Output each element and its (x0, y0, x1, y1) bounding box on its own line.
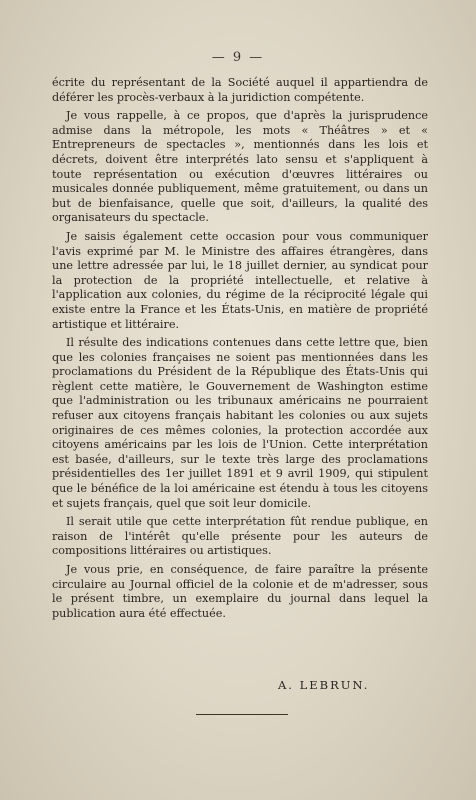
paragraph-minister-opinion: Je saisis également cette occasion pour vous communiquer l'avis exprimé par M. le Ministre des affaires étrangères, dans une lettre adressée par lui, le 18 juillet dernier, au syndicat pour la protection de la propriété intellectuelle, et relative à l'application aux colonies, du régime de la réciprocité légale qui existe entre la France et les États-Unis, en matière de propriété artistique et littéraire. (52, 229, 428, 331)
paragraph-us-protection: Il résulte des indications contenues dans cette lettre que, bien que les colonies françaises ne soient pas mentionnées dans les proclamations du Président de la République des États-Unis qui règlent cette matière, le Gouvernement de Washington estime que l'administration ou les tribunaux américains ne pourraient refuser aux citoyens français habitant les colonies ou aux sujets originaires de ces mêmes colonies, la protection accordée aux citoyens américains par les lois de l'Union. Cette interprétation est basée, d'ailleurs, sur le texte très large des proclamations présidentielles des 1er juillet 1891 et 9 avril 1909, qui stipulent que le bénéfice de la loi américaine est étendu à tous les citoyens et sujets français, quel que soit leur domicile. (52, 336, 428, 510)
closing-rule (196, 714, 288, 715)
page-number: — 9 — (211, 50, 265, 65)
paragraph-jurisprudence: Je vous rappelle, à ce propos, que d'après la jurisprudence admise dans la métropole, les mots « Théâtres » et « Entrepreneurs de spectacles », mentionnés dans les lois et décrets, doivent être interprétés lato sensu et s'appliquent à toute représentation ou exécution d'œuvres littéraires ou musicales donnée publiquement, même gratuitement, ou dans un but de bienfaisance, quelle que soit, d'ailleurs, la qualité des organisateurs du spectacle. (52, 109, 428, 225)
paragraph-request: Je vous prie, en conséquence, de faire paraître la présente circulaire au Journal officiel de la colonie et de m'adresser, sous le présent timbre, un exemplaire du journal dans lequel la publication aura été effectuée. (52, 563, 428, 620)
signature: A. LEBRUN. (278, 678, 370, 692)
circular-body (52, 76, 428, 625)
paragraph-publicity: Il serait utile que cette interprétation fût rendue publique, en raison de l'intérêt qu'elle présente pour les auteurs de compositions littéraires ou artistiques. (52, 515, 428, 558)
paragraph-continuation: écrite du représentant de la Société auquel il appartiendra de déférer les procès-verbaux à la juridiction compétente. (52, 76, 428, 104)
